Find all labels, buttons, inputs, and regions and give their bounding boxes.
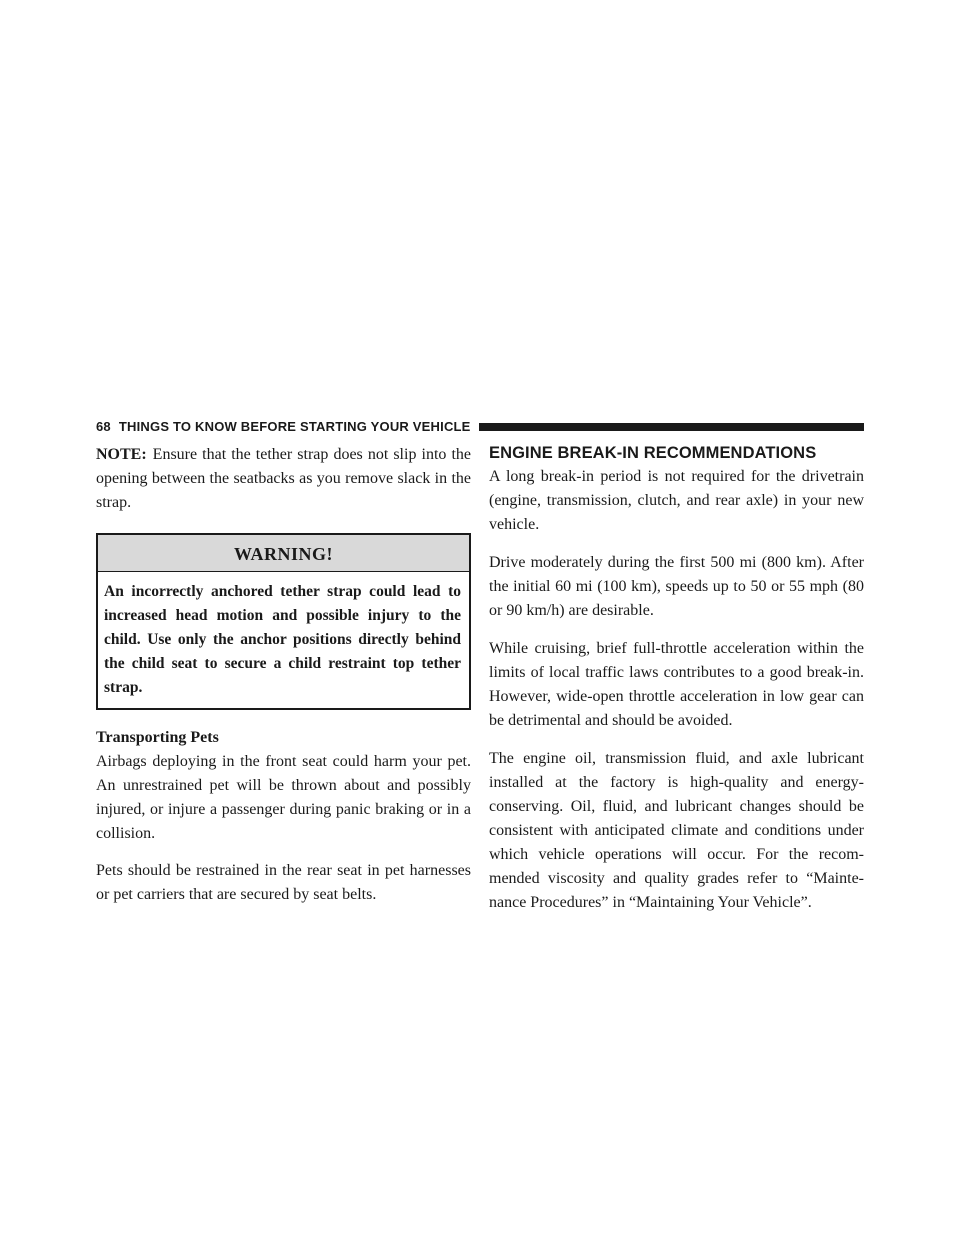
pets-paragraph-2: Pets should be restrained in the rear seat in pet harnesses or pet carriers that are secured by seat belts.	[96, 862, 471, 903]
left-column	[96, 443, 471, 920]
page-number: 68	[96, 418, 111, 434]
pets-heading: Transporting Pets	[96, 729, 219, 746]
chapter-title: THINGS TO KNOW BEFORE STARTING YOUR VEHICLE	[118, 418, 471, 434]
warning-box	[96, 533, 471, 710]
warning-body: An incorrectly anchored tether strap could lead to increased head motion and possible injury to the child. Use only the anchor positions directly behind the child seat to secure a child restraint top tether strap.	[104, 583, 461, 696]
note-paragraph	[96, 443, 471, 515]
warning-title: WARNING!	[98, 535, 469, 572]
note-label: NOTE:	[96, 446, 147, 463]
breakin-paragraph-3: While cruising, brief full-throttle acceleration within the limits of local traffic laws contributes to a good break-in. However, wide-open throttle acceleration in low gear can be detrimental and should be avoided.	[489, 640, 864, 729]
breakin-paragraph-2: Drive moderately during the first 500 mi (800 km). After the initial 60 mi (100 km), speeds up to 50 or 55 mph (80 or 90 km/h) are desirable.	[489, 554, 864, 619]
breakin-paragraph-4: The engine oil, transmission fluid, and axle lubricant installed at the factory is high-quality and energy-conserving. Oil, fluid, and lubricant changes should be consistent with anticipated climate and conditions under which vehicle operations will occur. For the recom-mended viscosity and quality grades refer to “Mainte-nance Procedures” in “Maintaining Your Vehicle”.	[489, 750, 864, 911]
section-heading: ENGINE BREAK-IN RECOMMENDATIONS	[489, 444, 817, 462]
pets-paragraph-1: Airbags deploying in the front seat could harm your pet. An unrestrained pet will be thrown about and possibly injured, or injure a passenger during panic braking or in a collision.	[96, 753, 471, 842]
right-column	[489, 443, 864, 929]
note-text: Ensure that the tether strap does not slip into the opening between the seatbacks as you remove slack in the strap.	[96, 446, 471, 511]
header-rule	[479, 423, 864, 431]
page-header	[96, 417, 864, 435]
breakin-paragraph-1: A long break-in period is not required for the drivetrain (engine, transmission, clutch, and rear axle) in your new vehicle.	[489, 468, 864, 533]
